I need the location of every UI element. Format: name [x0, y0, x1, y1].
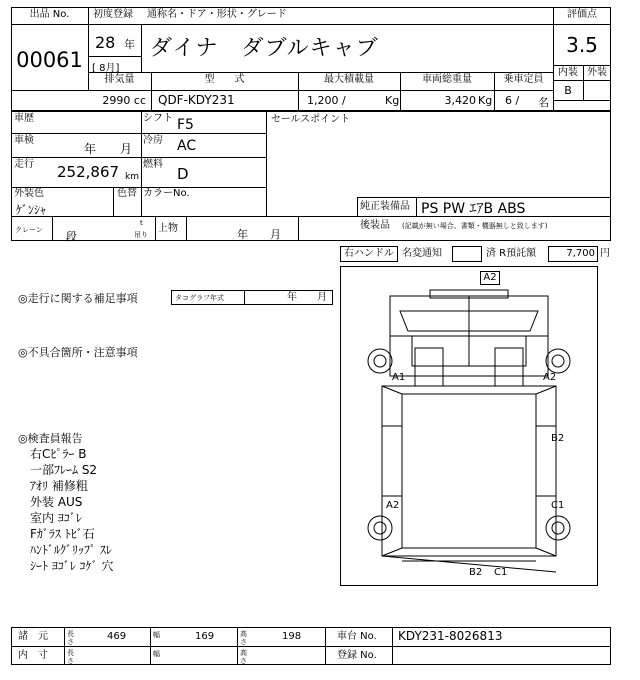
lot-number: 00061 [16, 48, 83, 72]
driving-notes-label: ◎走行に関する補足事項 [18, 292, 138, 305]
displacement-value: 2990 cc [102, 94, 146, 107]
inspector-line: 外装 AUS [30, 495, 83, 509]
gross-weight-label: 車両総重量 [422, 74, 472, 85]
model-value: QDF-KDY231 [158, 93, 235, 107]
inspector-line: 一部ﾌﾚｰﾑ S2 [30, 463, 98, 477]
gross-weight-value: 3,420 [444, 94, 476, 107]
tachograph-value: 年 月 [287, 292, 327, 303]
registration-no-label: 登録 No. [337, 650, 377, 661]
inner-width-label: 幅 [153, 650, 160, 658]
width-label: 幅 [153, 631, 160, 639]
evaluation-label: 評価点 [567, 9, 597, 20]
chassis-label: 車台 No. [337, 631, 377, 642]
name-change-label: 名変通知 [402, 248, 442, 259]
recycle-amount: 7,700 [566, 248, 595, 259]
diagram-label-b2-right: B2 [551, 433, 565, 444]
height-value: 198 [282, 631, 302, 642]
car-name-label: 通称名・ドア・形状・グレード [147, 9, 287, 20]
crane-label: クレーン [15, 226, 43, 234]
recycle-unit: 円 [600, 248, 610, 259]
diagram-label-a2-right: A2 [543, 372, 557, 383]
equipment-value: PS PW ｴｱB ABS [421, 201, 526, 217]
inspector-line: 室内 ﾖｺﾞﾚ [30, 511, 82, 525]
diagram-label-rear-b2: B2 [469, 567, 483, 578]
first-registration-label: 初度登録 [93, 9, 133, 20]
loading-value: 年 月 [237, 228, 281, 241]
aftermarket-label: 後装品 [360, 220, 390, 231]
inspector-line: ｱｵﾘ 補修粗 [30, 479, 88, 493]
inspector-report-lines [30, 446, 113, 574]
sales-point-label: セールスポイント [271, 114, 351, 125]
dimensions-label: 諸 元 [18, 631, 48, 642]
width-value: 169 [195, 631, 215, 642]
crane-lift-label: 吊り [134, 231, 148, 239]
inspector-line: ﾊﾝﾄﾞﾙｸﾞﾘｯﾌﾟ ｽﾚ [30, 543, 112, 557]
exterior-label: 外装 [587, 67, 607, 78]
exterior-color-label: 外装色 [14, 188, 44, 199]
lot-no-label: 出品 No. [29, 9, 70, 20]
inspector-line: ｼｰﾄ ﾖｺﾞﾚ ｺｹﾞ 穴 [30, 559, 114, 573]
height-label: 高さ [240, 630, 247, 646]
max-load-label: 最大積載量 [324, 74, 374, 85]
capacity-label: 乗車定員 [503, 74, 544, 85]
history-label: 車歴 [14, 113, 34, 124]
model-label: 型 式 [204, 74, 245, 85]
mileage-label: 走行 [14, 159, 34, 170]
exterior-color-value: ｹﾞﾝｼｬ [16, 203, 47, 217]
tachograph-label: タコグラフ年式 [175, 294, 224, 302]
max-load-value: 1,200 / [307, 94, 346, 107]
length-value: 469 [107, 631, 127, 642]
diagram-label-a2-left: A2 [386, 500, 400, 511]
inspector-report-label: ◎検査員報告 [18, 432, 83, 445]
car-name: ダイナ ダブルキャブ [150, 36, 379, 61]
truck-outline-diagram [340, 266, 598, 586]
inspection-label: 車検 [14, 135, 34, 146]
diagram-label-rear-c1: C1 [494, 567, 508, 578]
inner-length-label: 長さ [67, 649, 74, 665]
handle-value: 右ハンドル [344, 248, 394, 259]
shift-label: シフト [143, 113, 173, 124]
ac-label: 冷房 [143, 135, 163, 146]
inner-dimensions-label: 内 寸 [18, 650, 48, 661]
inspector-line: Fｶﾞﾗｽ ﾄﾋﾞ石 [30, 527, 95, 541]
defects-label: ◎不具合箇所・注意事項 [18, 346, 138, 359]
fuel-value: D [177, 165, 189, 183]
inspector-line: 右Cﾋﾟﾗｰ B [30, 447, 87, 461]
gross-weight-unit: Kg [478, 94, 493, 107]
loading-label: 上物 [158, 223, 178, 234]
max-load-unit: Kg [385, 94, 400, 107]
aftermarket-note: (記載が無い場合、書類・機器無しと致します) [402, 222, 548, 230]
diagram-label-a1-left: A1 [392, 372, 406, 383]
mileage-unit: km [125, 172, 139, 182]
recycle-label: 済 R預託額 [486, 248, 537, 259]
equipment-label: 純正装備品 [360, 201, 410, 212]
registration-year: 28 [95, 33, 116, 52]
evaluation-score: 3.5 [566, 33, 598, 57]
inspection-value: 年 月 [84, 142, 133, 156]
registration-month: [ 8月] [92, 63, 120, 74]
diagram-label-c1-right: C1 [551, 500, 565, 511]
ac-value: AC [177, 138, 197, 154]
name-change-box [452, 246, 482, 262]
interior-grade: B [564, 84, 572, 97]
inner-height-label: 高さ [240, 649, 247, 665]
fuel-label: 燃料 [143, 159, 163, 170]
color-change-label: 色替 [117, 188, 137, 199]
shift-value: F5 [177, 117, 194, 133]
chassis-number: KDY231-8026813 [398, 629, 503, 643]
capacity-value: 6 / [505, 94, 520, 107]
diagram-label-a2-top: A2 [483, 272, 497, 283]
interior-label: 内装 [558, 67, 578, 78]
registration-year-unit: 年 [124, 38, 135, 51]
color-code-label: カラーNo. [143, 188, 190, 199]
crane-stage: 段 [66, 230, 77, 243]
capacity-unit: 名 [538, 96, 549, 109]
length-label: 長さ [67, 630, 74, 646]
crane-tonnage-unit: t [140, 219, 143, 227]
displacement-label: 排気量 [104, 74, 135, 85]
mileage-value: 252,867 [57, 163, 120, 181]
